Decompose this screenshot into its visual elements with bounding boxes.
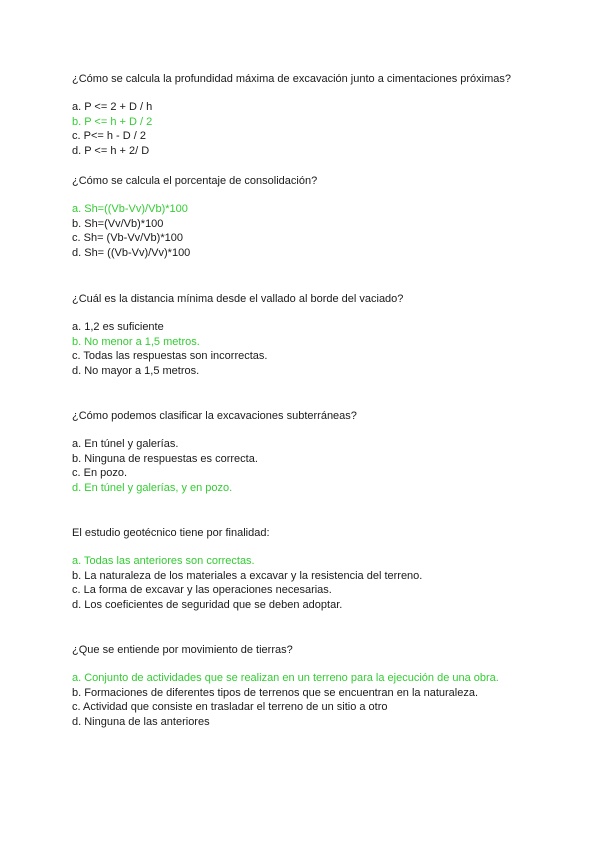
option-c: c. P<= h - D / 2 bbox=[72, 130, 146, 143]
question-text: ¿Cómo podemos clasificar la excavaciones subterráneas? bbox=[72, 410, 357, 422]
option-b: b. Ninguna de respuestas es correcta. bbox=[72, 452, 258, 465]
question-block bbox=[72, 643, 499, 729]
question-text: ¿Cuál es la distancia mínima desde el vallado al borde del vaciado? bbox=[72, 293, 404, 305]
option-b: b. La naturaleza de los materiales a excavar y la resistencia del terreno. bbox=[72, 569, 423, 582]
option-d-correct: d. En túnel y galerías, y en pozo. bbox=[72, 481, 233, 494]
option-c: c. Actividad que consiste en trasladar el terreno de un sitio a otro bbox=[72, 701, 388, 714]
question-text: ¿Que se entiende por movimiento de tierras? bbox=[72, 644, 293, 656]
option-c: c. Todas las respuestas son incorrectas. bbox=[72, 350, 268, 363]
option-d: d. Ninguna de las anteriores bbox=[72, 715, 210, 728]
option-b-correct: b. P <= h + D / 2 bbox=[72, 115, 153, 128]
question-text: El estudio geotécnico tiene por finalidad: bbox=[72, 527, 270, 539]
option-list bbox=[72, 320, 403, 378]
option-a: a. 1,2 es suficiente bbox=[72, 321, 164, 333]
option-c: c. La forma de excavar y las operaciones necesarias. bbox=[72, 584, 332, 597]
option-a-correct: a. Todas las anteriores son correctas. bbox=[72, 555, 255, 567]
question-text: ¿Cómo se calcula el porcentaje de consolidación? bbox=[72, 175, 318, 187]
option-a-correct: a. Conjunto de actividades que se realizan en un terreno para la ejecución de una obra. bbox=[72, 672, 499, 684]
option-c: c. Sh= (Vb-Vv/Vb)*100 bbox=[72, 232, 183, 245]
option-b: b. Formaciones de diferentes tipos de terrenos que se encuentran en la naturaleza. bbox=[72, 686, 479, 699]
option-list bbox=[72, 671, 499, 729]
option-list bbox=[72, 100, 511, 158]
option-d: d. Los coeficientes de seguridad que se deben adoptar. bbox=[72, 598, 343, 611]
question-block bbox=[72, 526, 422, 612]
option-d: d. No mayor a 1,5 metros. bbox=[72, 364, 200, 377]
option-b: b. Sh=(Vv/Vb)*100 bbox=[72, 217, 164, 230]
option-d: d. Sh= ((Vb-Vv)/Vv)*100 bbox=[72, 246, 191, 259]
option-list bbox=[72, 437, 357, 495]
option-a-correct: a. Sh=((Vb-Vv)/Vb)*100 bbox=[72, 203, 188, 215]
option-d: d. P <= h + 2/ D bbox=[72, 144, 150, 157]
question-block bbox=[72, 174, 317, 260]
option-list bbox=[72, 202, 317, 260]
question-block bbox=[72, 409, 357, 495]
option-a: a. P <= 2 + D / h bbox=[72, 101, 153, 113]
question-text: ¿Cómo se calcula la profundidad máxima de excavación junto a cimentaciones próximas? bbox=[72, 73, 512, 85]
option-b-correct: b. No menor a 1,5 metros. bbox=[72, 335, 200, 348]
option-a: a. En túnel y galerías. bbox=[72, 438, 179, 450]
option-c: c. En pozo. bbox=[72, 467, 128, 480]
option-list bbox=[72, 554, 422, 612]
question-block bbox=[72, 292, 403, 378]
question-block bbox=[72, 72, 511, 158]
